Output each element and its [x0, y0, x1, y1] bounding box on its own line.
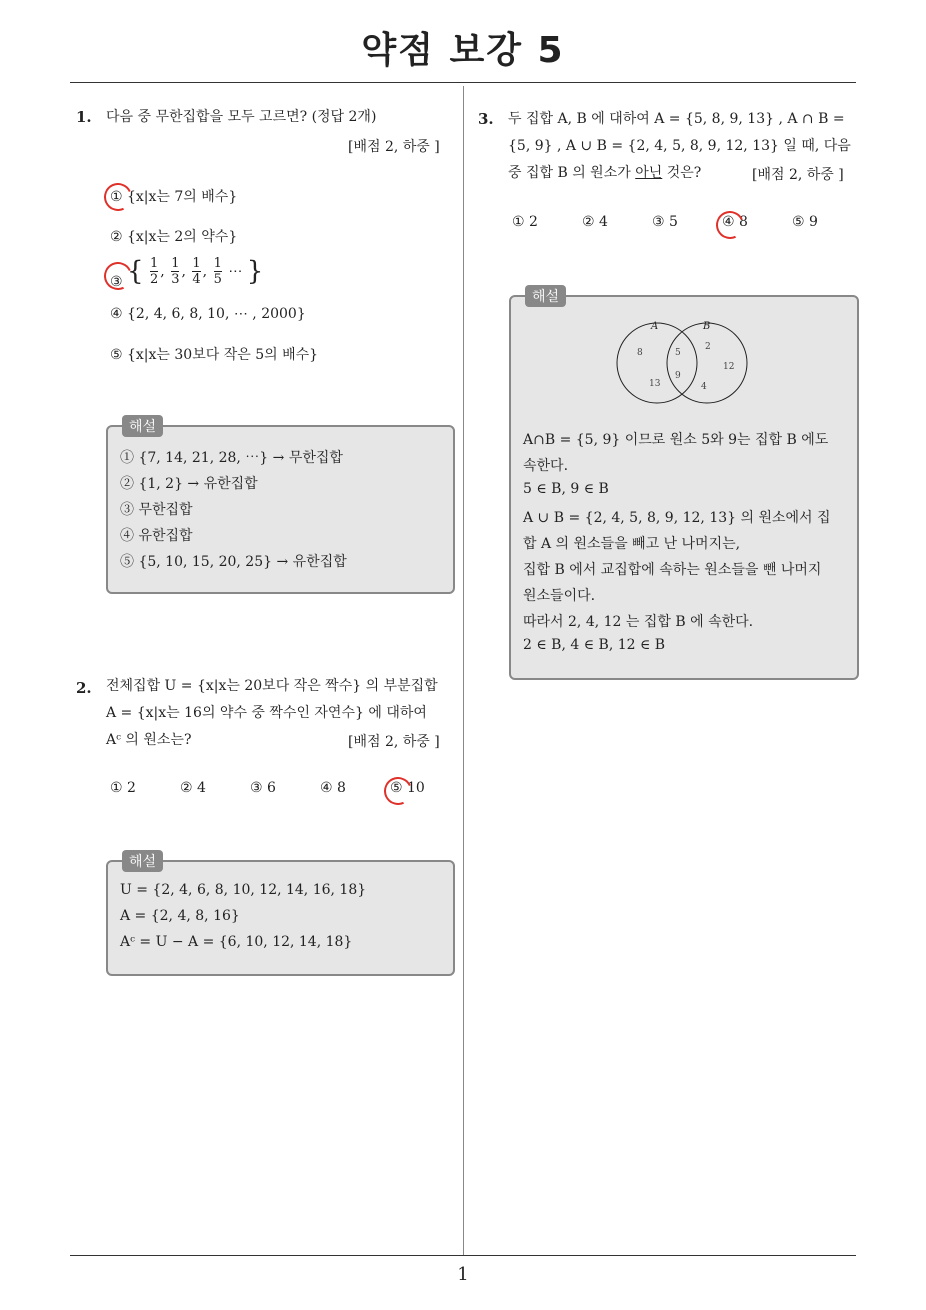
problem-2-number: 2. [76, 679, 92, 697]
solution-line: 원소들이다. [523, 588, 596, 604]
answer-mark [100, 179, 136, 215]
venn-b-element: 12 [723, 362, 735, 372]
p3-solution-box [509, 289, 859, 680]
solution-line: ② {1, 2} → 유한집합 [120, 476, 258, 492]
solution-line: ① {7, 14, 21, 28, ⋯} → 무한집합 [120, 450, 343, 466]
page-title: 약점 보강 5 [361, 30, 565, 71]
problem-3-line-2: {5, 9} , A ∪ B = {2, 4, 5, 8, 9, 12, 13} 일 때, 다음 [508, 138, 851, 154]
venn-a-element: 13 [649, 379, 661, 389]
p2-option-1[interactable]: ① 2 [110, 780, 136, 796]
p1-option-3[interactable]: ③ { $\frac{1}{2}$ , $\frac{1}{3}$ , $\frac{1}{4}$ , $\frac{1}{5}$ ⋯ } [110, 256, 263, 294]
solution-line: 2 ∈ B, 4 ∈ B, 12 ∈ B [523, 637, 666, 653]
solution-line: ⑤ {5, 10, 15, 20, 25} → 유한집합 [120, 554, 347, 570]
answer-mark [712, 207, 748, 243]
p1-option-5[interactable]: ⑤ {x|x는 30보다 작은 5의 배수} [110, 347, 319, 363]
p1-option-4[interactable]: ④ {2, 4, 6, 8, 10, ⋯ , 2000} [110, 306, 306, 322]
solution-line: 5 ∈ B, 9 ∈ B [523, 481, 609, 497]
solution-line: A ∪ B = {2, 4, 5, 8, 9, 12, 13} 의 원소에서 집 [523, 510, 831, 526]
venn-label-a: A [651, 321, 659, 332]
solution-line: U = {2, 4, 6, 8, 10, 12, 14, 16, 18} [120, 882, 367, 898]
problem-2-line-2: A = {x|x는 16의 약수 중 짝수인 자연수} 에 대하여 [106, 705, 427, 721]
problem-3-meta: [배점 2, 하중 ] [752, 167, 844, 183]
solution-line: Aᶜ = U − A = {6, 10, 12, 14, 18} [120, 934, 353, 950]
problem-3-line-1: 두 집합 A, B 에 대하여 A = {5, 8, 9, 13} , A ∩ B = [508, 111, 845, 127]
p1-option-2[interactable]: ② {x|x는 2의 약수} [110, 229, 238, 245]
problem-1-text: 다음 중 무한집합을 모두 고르면? (정답 2개) [106, 109, 377, 125]
problem-1-meta: [배점 2, 하중 ] [348, 139, 440, 155]
venn-both-element: 9 [675, 371, 681, 381]
p3-option-1[interactable]: ① 2 [512, 214, 538, 230]
problem-3-number: 3. [478, 110, 494, 128]
venn-a-element: 8 [637, 348, 643, 358]
venn-diagram [611, 317, 761, 409]
p2-option-2[interactable]: ② 4 [180, 780, 206, 796]
top-rule [70, 82, 856, 83]
venn-both-element: 5 [675, 348, 681, 358]
venn-label-b: B [703, 321, 711, 332]
problem-3-line-3: 중 집합 B 의 원소가 아닌 것은? [508, 165, 702, 181]
column-divider [463, 86, 464, 1256]
page-number: 1 [457, 1264, 469, 1285]
venn-b-element: 4 [701, 382, 707, 392]
solution-line: ③ 무한집합 [120, 502, 193, 518]
solution-line: A = {2, 4, 8, 16} [120, 908, 240, 924]
solution-line: 따라서 2, 4, 12 는 집합 B 에 속한다. [523, 614, 754, 630]
p3-option-5[interactable]: ⑤ 9 [792, 214, 818, 230]
problem-2-meta: [배점 2, 하중 ] [348, 734, 440, 750]
problem-2-line-3: Aᶜ 의 원소는? [106, 732, 192, 748]
solution-line: ④ 유한집합 [120, 528, 193, 544]
solution-line: 집합 B 에서 교집합에 속하는 원소들을 뺀 나머지 [523, 562, 822, 578]
solution-line: A∩B = {5, 9} 이므로 원소 5와 9는 집합 B 에도 [523, 432, 829, 448]
solution-tag: 해설 [122, 850, 163, 872]
p2-option-3[interactable]: ③ 6 [250, 780, 276, 796]
p1-solution-box [106, 419, 455, 594]
p2-solution-box [106, 854, 455, 976]
p3-option-3[interactable]: ③ 5 [652, 214, 678, 230]
solution-tag: 해설 [122, 415, 163, 437]
problem-2-line-1: 전체집합 U = {x|x는 20보다 작은 짝수} 의 부분집합 [106, 678, 438, 694]
p2-option-4[interactable]: ④ 8 [320, 780, 346, 796]
p1-option-1[interactable]: ① {x|x는 7의 배수} [110, 186, 237, 206]
problem-1-number: 1. [76, 108, 92, 126]
p3-option-4[interactable]: ④ 8 [722, 214, 748, 230]
bottom-rule [70, 1255, 856, 1256]
solution-tag: 해설 [525, 285, 566, 307]
underlined-word: 아닌 [635, 165, 663, 181]
p2-option-5[interactable]: ⑤ 10 [390, 780, 425, 796]
answer-mark [380, 773, 416, 809]
solution-line: 속한다. [523, 458, 569, 474]
venn-b-element: 2 [705, 342, 711, 352]
solution-line: 합 A 의 원소들을 빼고 난 나머지는, [523, 536, 741, 552]
p3-option-2[interactable]: ② 4 [582, 214, 608, 230]
